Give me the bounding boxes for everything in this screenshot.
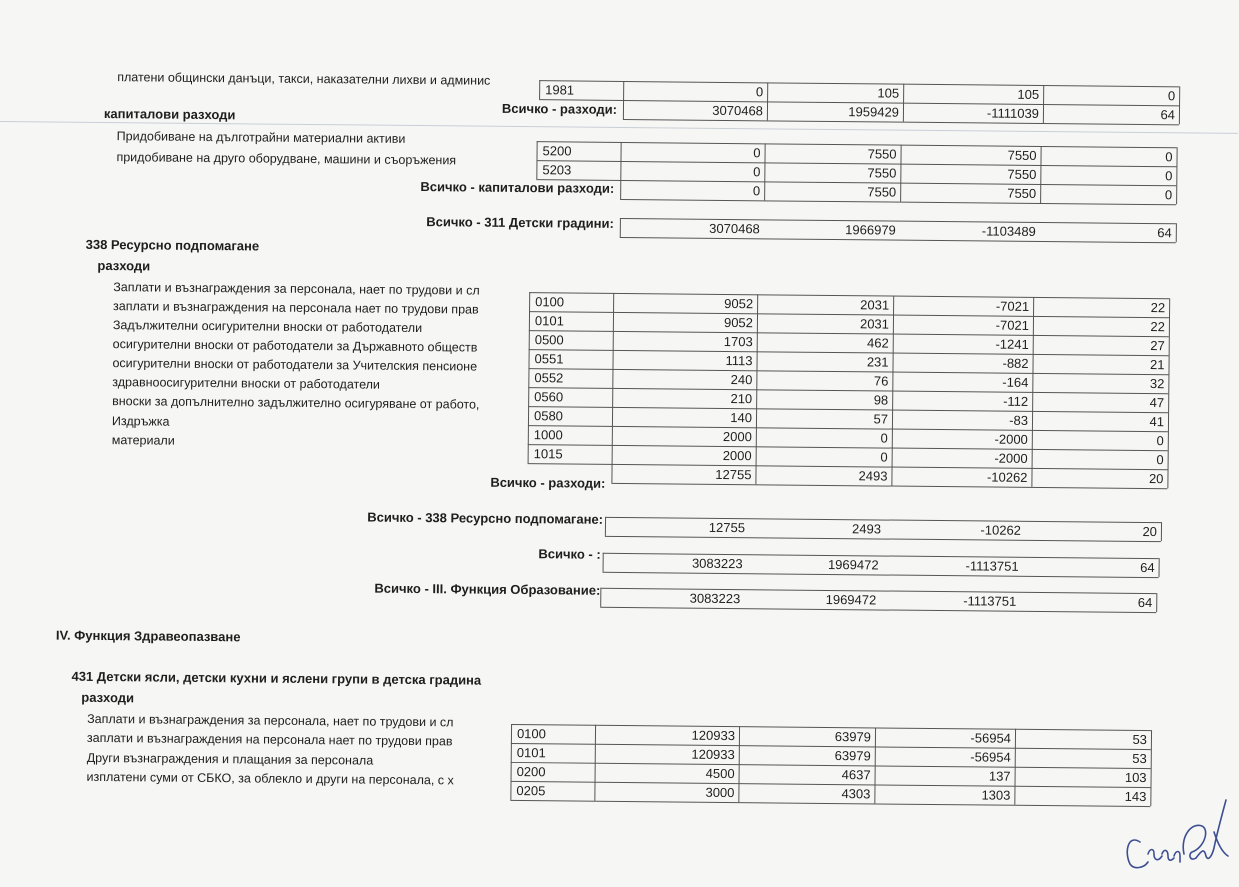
plan-value: 9052 [724, 295, 754, 312]
total-report-value: 1966979 [845, 222, 896, 238]
row-description: здравноосигурителни вноски от работодатели [112, 375, 381, 392]
budget-code: 0552 [534, 370, 564, 386]
budget-code: 0580 [533, 408, 564, 424]
difference-value: -83 [1009, 412, 1029, 428]
difference-value: -1241 [995, 336, 1029, 352]
section-heading: 431 Детски ясли, детски кухни и яслени групи в детска градина [71, 668, 482, 688]
report-value: 462 [866, 335, 889, 351]
total-plan-value: 3070468 [709, 220, 760, 237]
report-value: 2031 [859, 316, 890, 332]
budget-code: 0101 [516, 744, 546, 761]
total-plan-value: 12755 [715, 466, 752, 483]
report-value: 105 [877, 85, 900, 101]
plan-value: 210 [730, 391, 753, 407]
budget-code: 0560 [534, 389, 564, 405]
plan-value: 4500 [705, 765, 735, 782]
total-difference-value: -1111039 [986, 105, 1040, 121]
percent-value: 0 [1167, 88, 1176, 104]
row-description: заплати и възнаграждения на персонала нает по трудови прав [86, 730, 453, 749]
section-heading: 338 Ресурсно подпомагане [85, 236, 260, 254]
budget-code: 1000 [533, 427, 563, 443]
plan-value: 1113 [725, 352, 753, 369]
total-report-value: 1969472 [825, 591, 877, 608]
total-difference-value: -1113751 [965, 558, 1019, 574]
row-description: Заплати и възнаграждения за персонала, нает по трудови и сл [113, 280, 480, 298]
total-label: Всичко - 338 Ресурсно подпомагане: [367, 509, 604, 527]
budget-code: 5200 [542, 143, 572, 159]
row-description: платени общински данъци, такси, наказателни лихви и админис [117, 70, 491, 88]
budget-code: 0200 [516, 763, 546, 780]
budget-code: 5203 [542, 162, 572, 178]
total-difference-value: -1103489 [981, 223, 1036, 239]
budget-code: 0500 [534, 332, 564, 348]
row-description: осигурителни вноски от работодатели за Държавното обществ [112, 337, 478, 355]
total-report-value: 1969472 [827, 556, 879, 573]
total-label: Всичко - разходи: [490, 474, 606, 491]
row-description: Заплати и възнаграждения за персонала, нает по трудови и сл [87, 711, 454, 730]
total-plan-value: 3083223 [689, 590, 741, 607]
report-value: 76 [873, 373, 889, 389]
total-label: Всичко - капиталови разходи: [420, 179, 615, 196]
budget-code: 0205 [516, 782, 546, 799]
plan-value: 2000 [722, 428, 752, 445]
row-description: материали [111, 433, 175, 448]
percent-value: 103 [1124, 769, 1147, 786]
row-description: изплатени суми от СБКО, за облекло и други на персонала, с х [86, 769, 454, 788]
function-heading: IV. Функция Здравеопазване [55, 627, 241, 645]
report-value: 4637 [841, 767, 871, 783]
report-value: 7550 [867, 165, 897, 181]
percent-value: 32 [1149, 376, 1165, 392]
plan-value: 9052 [723, 314, 754, 331]
section-subheading: разходи [97, 257, 151, 274]
total-label: Всичко - III. Функция Образование: [374, 580, 601, 598]
report-value: 231 [866, 354, 889, 370]
report-value: 0 [880, 430, 888, 446]
report-value: 7550 [867, 146, 897, 162]
section-heading: капиталови разходи [103, 106, 236, 123]
total-percent-value: 64 [1140, 559, 1155, 576]
total-plan-value: 3070468 [712, 102, 764, 119]
percent-value: 41 [1149, 414, 1165, 430]
budget-code: 1015 [533, 446, 563, 462]
row-description: придобиване на друго оборудване, машини и съоръжения [116, 150, 457, 168]
total-plan-value: 3083223 [691, 555, 743, 572]
report-value: 2031 [860, 297, 890, 313]
total-percent-value: 64 [1137, 594, 1153, 611]
difference-value: -112 [1003, 393, 1029, 409]
difference-value: -164 [1002, 374, 1029, 390]
total-percent-value: 20 [1142, 523, 1158, 540]
difference-value: -2000 [994, 450, 1028, 466]
row-description: осигурителни вноски от работодатели за Учителския пенсионе [112, 356, 478, 374]
difference-value: 1303 [981, 787, 1011, 803]
difference-value: -56954 [970, 730, 1012, 746]
plan-value: 0 [753, 164, 761, 180]
budget-code: 0100 [535, 294, 565, 310]
percent-value: 21 [1150, 357, 1165, 373]
total-percent-value: 0 [1164, 187, 1173, 203]
plan-value: 0 [755, 84, 764, 100]
row-description: заплати и възнаграждения на персонала нает по трудови прав [112, 299, 479, 317]
plan-value: 140 [730, 410, 753, 426]
percent-value: 143 [1124, 788, 1147, 805]
difference-value: -882 [1002, 355, 1029, 371]
difference-value: -56954 [970, 749, 1011, 765]
plan-value: 240 [730, 372, 753, 388]
total-label: Всичко - 311 Детски градини: [426, 214, 614, 231]
row-description: Издръжка [111, 414, 170, 429]
row-description: вноски за допълнително задължително осигуряване от работо, [112, 394, 480, 412]
report-value: 63979 [834, 748, 871, 764]
difference-value: -7021 [995, 317, 1029, 333]
difference-value: -7021 [995, 298, 1030, 314]
percent-value: 22 [1150, 319, 1165, 335]
total-percent-value: 64 [1160, 107, 1176, 123]
percent-value: 53 [1132, 750, 1147, 767]
plan-value: 120933 [691, 727, 736, 744]
total-difference-value: 7550 [1007, 185, 1037, 201]
percent-value: 0 [1156, 452, 1164, 468]
total-percent-value: 64 [1157, 225, 1172, 241]
total-plan-value: 12755 [708, 519, 746, 536]
percent-value: 53 [1132, 731, 1148, 748]
percent-value: 27 [1150, 338, 1165, 354]
total-report-value: 7550 [867, 184, 897, 200]
row-description: Други възнаграждения и плащания за персонала [86, 750, 374, 768]
difference-value: 7550 [1007, 147, 1037, 163]
total-percent-value: 20 [1148, 471, 1164, 487]
total-label: Всичко - : [538, 546, 601, 562]
budget-code: 0100 [516, 725, 546, 742]
report-value: 98 [873, 392, 889, 408]
budget-code: 0551 [534, 351, 564, 367]
total-report-value: 1959429 [848, 104, 900, 120]
total-difference-value: -1113751 [963, 593, 1017, 609]
percent-value: 0 [1165, 149, 1173, 165]
section-subheading: разходи [81, 689, 135, 706]
percent-value: 0 [1165, 168, 1173, 184]
difference-value: 105 [1017, 86, 1040, 102]
percent-value: 0 [1156, 433, 1164, 449]
row-description: Задължителни осигурителни вноски от работодатели [112, 318, 423, 336]
signature-image [1118, 792, 1230, 872]
difference-value: 137 [988, 768, 1011, 784]
plan-value: 0 [753, 145, 761, 161]
total-difference-value: -10262 [986, 469, 1028, 485]
difference-value: -2000 [994, 431, 1028, 447]
total-difference-value: -10262 [980, 522, 1022, 538]
report-value: 0 [880, 449, 888, 465]
plan-value: 3000 [705, 784, 735, 801]
report-value: 63979 [834, 729, 872, 745]
row-description: Придобиване на дълготрайни материални активи [116, 129, 406, 146]
budget-code: 1981 [545, 82, 575, 98]
report-value: 4303 [841, 786, 871, 802]
budget-code: 0101 [534, 313, 564, 329]
total-report-value: 2493 [851, 521, 882, 537]
difference-value: 7550 [1007, 166, 1037, 182]
report-value: 57 [873, 411, 889, 427]
total-report-value: 2493 [858, 468, 888, 484]
total-label: Всичко - разходи: [501, 100, 618, 117]
percent-value: 22 [1150, 300, 1166, 316]
plan-value: 120933 [691, 746, 735, 763]
plan-value: 2000 [722, 447, 752, 464]
percent-value: 47 [1149, 395, 1165, 411]
total-plan-value: 0 [752, 183, 761, 199]
plan-value: 1703 [723, 333, 753, 350]
